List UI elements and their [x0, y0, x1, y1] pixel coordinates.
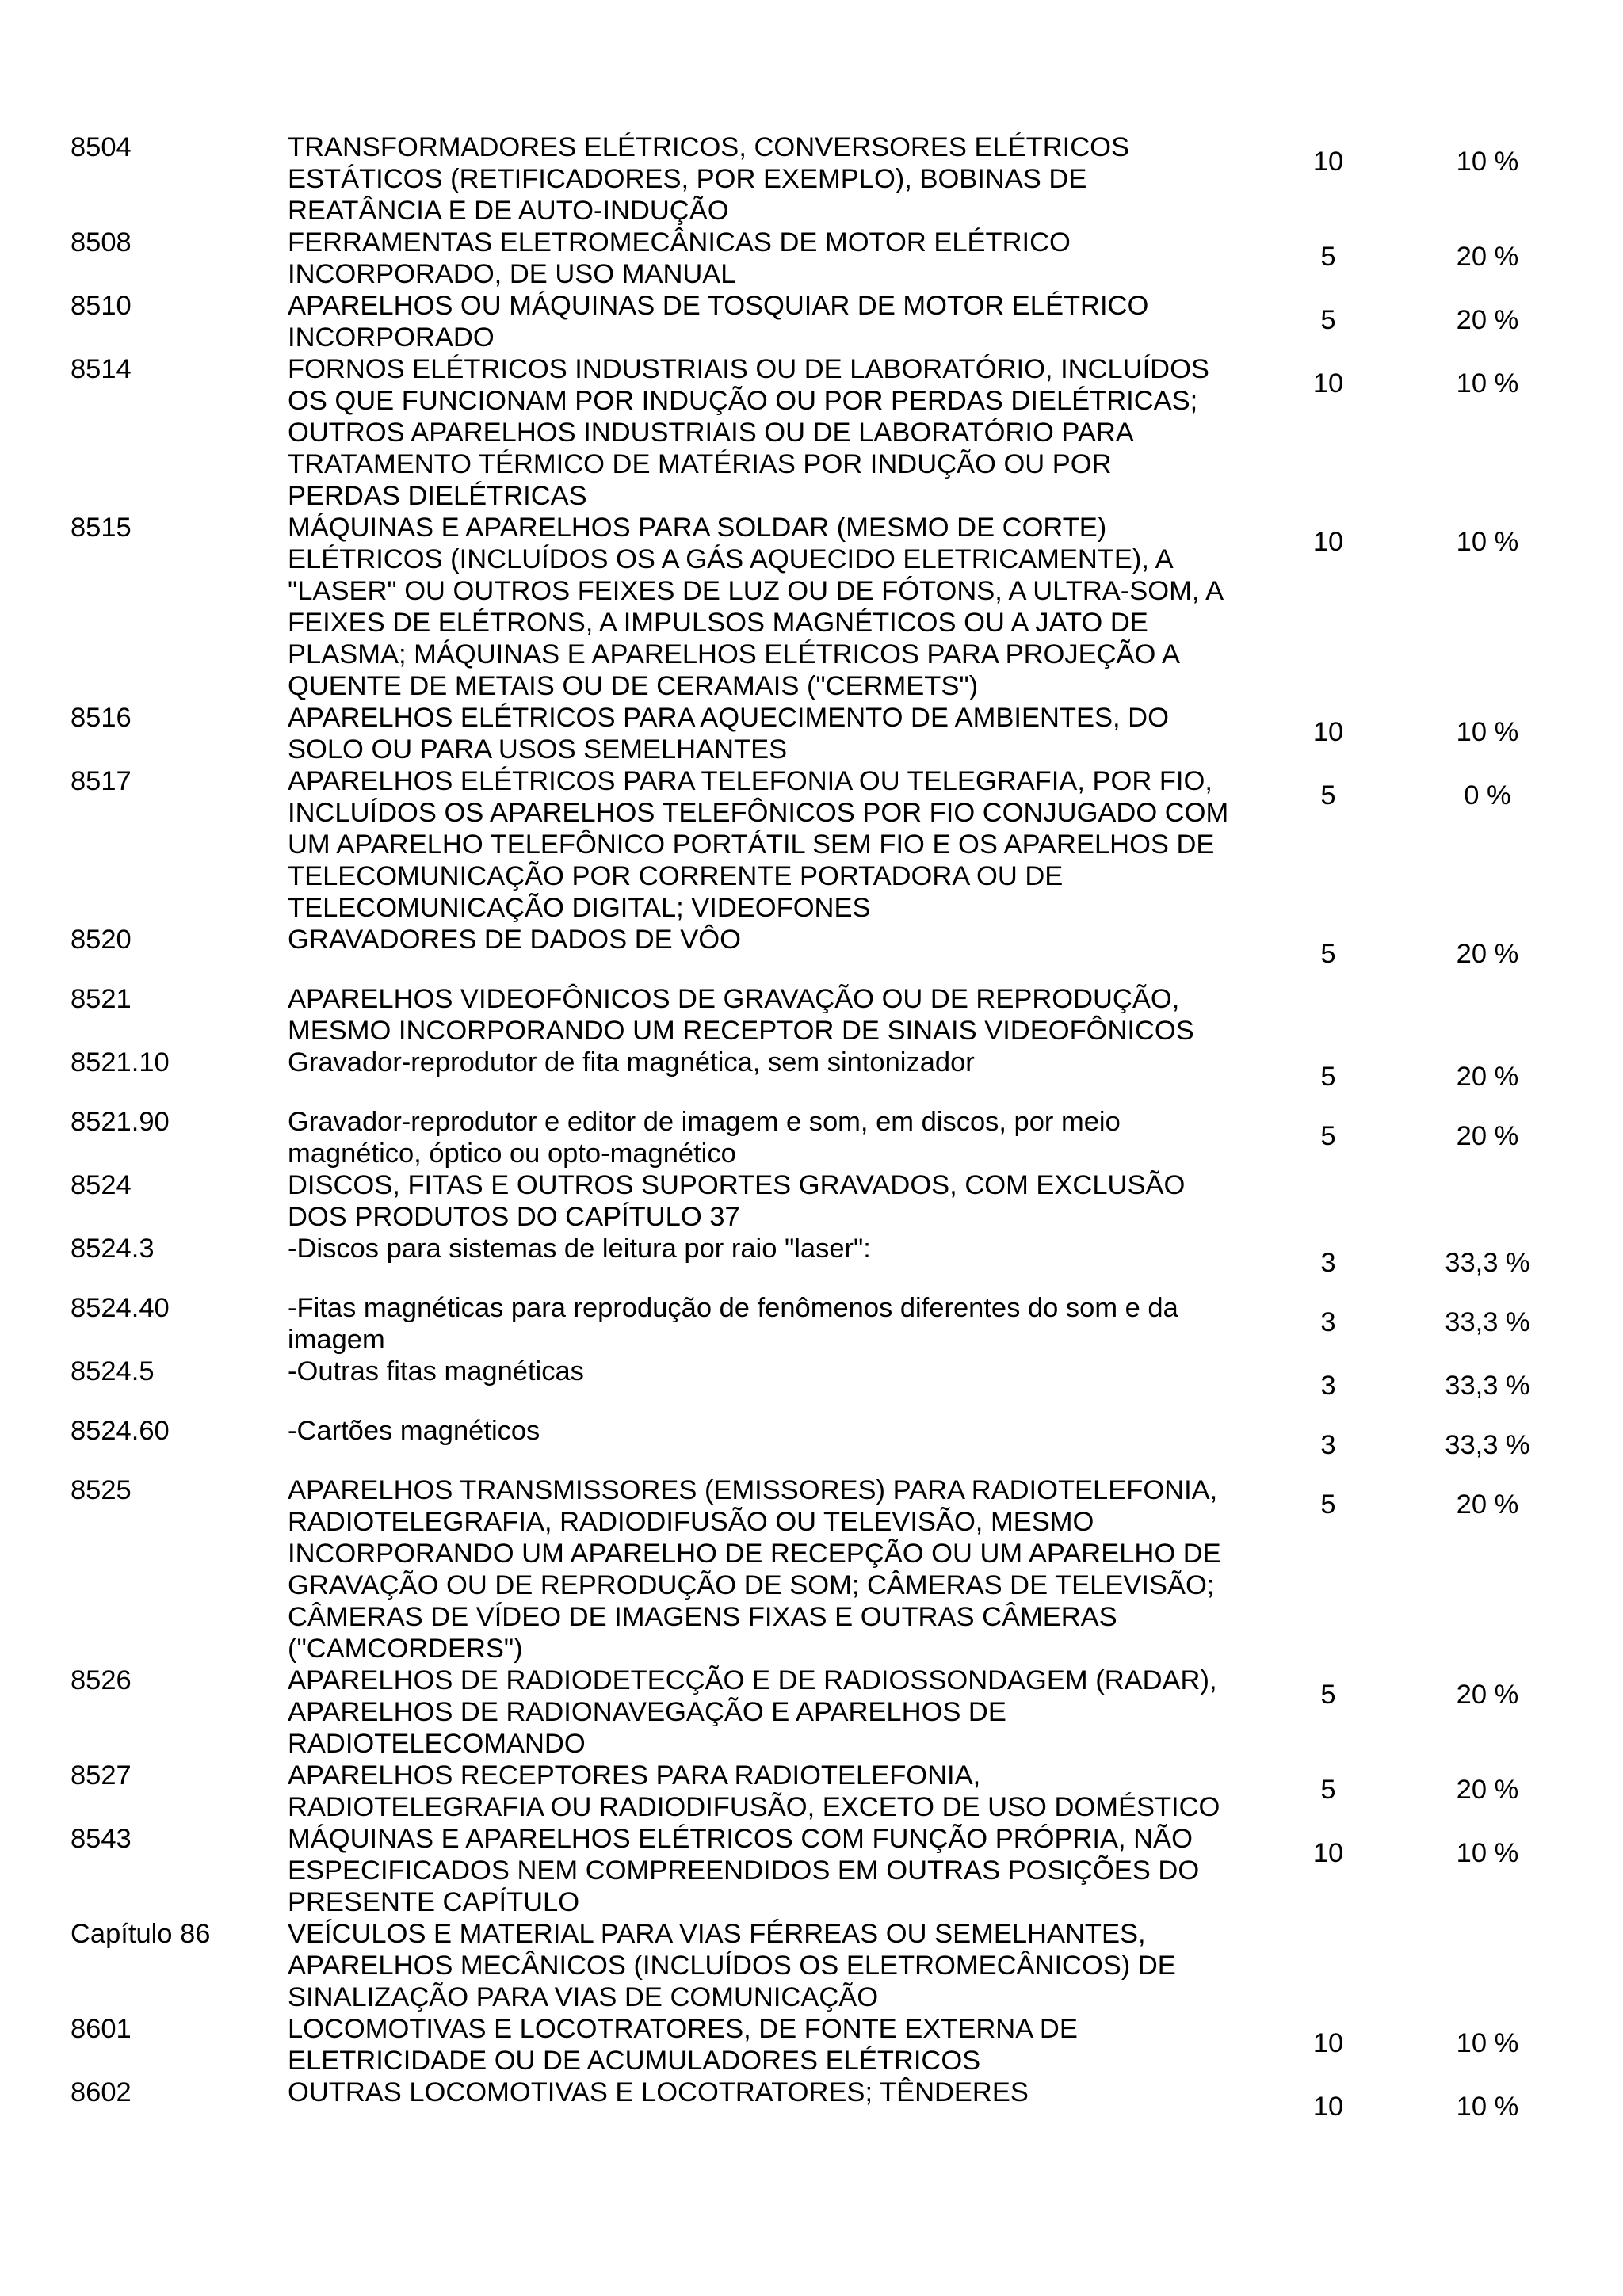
row-description [288, 765, 1247, 924]
row-code: 8524.3 [71, 1234, 155, 1264]
description-line: APARELHOS DE RADIODETECÇÃO E DE RADIOSSONDAGEM (RADAR), [288, 1665, 1217, 1695]
row-code: 8524.40 [71, 1293, 170, 1323]
row-code: 8521.90 [71, 1107, 170, 1137]
description-line: QUENTE DE METAIS OU DE CERAMAIS ("CERMETS") [288, 671, 979, 701]
description-line: INCORPORADO, DE USO MANUAL [288, 259, 736, 289]
description-line: Gravador-reprodutor de fita magnética, sem sintonizador [288, 1047, 975, 1077]
table-row [0, 1918, 1623, 2013]
row-code: 8515 [71, 513, 132, 543]
row-code: 8521.10 [71, 1047, 170, 1077]
row-description [288, 1106, 1247, 1169]
row-rate: 33,3 % [1445, 1371, 1530, 1401]
description-line: LOCOMOTIVAS E LOCOTRATORES, DE FONTE EXTERNA DE [288, 2014, 1078, 2044]
description-line: PLASMA; MÁQUINAS E APARELHOS ELÉTRICOS PARA PROJEÇÃO A [288, 639, 1181, 669]
row-years: 3 [1320, 1371, 1336, 1401]
row-description [288, 1665, 1247, 1760]
row-years: 5 [1320, 1775, 1336, 1805]
table-row [0, 2013, 1623, 2077]
row-description [288, 1760, 1247, 1823]
row-rate: 20 % [1456, 305, 1519, 335]
description-line: APARELHOS VIDEOFÔNICOS DE GRAVAÇÃO OU DE REPRODUÇÃO, [288, 984, 1180, 1014]
row-years: 10 [1312, 368, 1344, 399]
row-description [288, 132, 1247, 227]
description-line: TRATAMENTO TÉRMICO DE MATÉRIAS POR INDUÇÃO OU POR [288, 449, 1112, 479]
description-line: Gravador-reprodutor e editor de imagem e som, em discos, por meio [288, 1107, 1121, 1137]
row-rate: 20 % [1456, 242, 1519, 272]
row-rate: 20 % [1456, 1489, 1519, 1520]
row-description [288, 702, 1247, 765]
row-code: 8517 [71, 766, 132, 796]
row-rate: 20 % [1456, 1680, 1519, 1710]
description-line: OS QUE FUNCIONAM POR INDUÇÃO OU POR PERDAS DIELÉTRICAS; [288, 386, 1198, 416]
row-years: 5 [1320, 780, 1336, 810]
description-line: -Discos para sistemas de leitura por raio "laser": [288, 1234, 871, 1264]
table-row [0, 2077, 1623, 2136]
row-code: 8508 [71, 227, 132, 257]
row-years: 10 [1312, 717, 1344, 747]
row-years: 5 [1320, 1121, 1336, 1151]
row-code: 8602 [71, 2077, 132, 2107]
table-row [0, 924, 1623, 983]
row-description [288, 1047, 1247, 1078]
row-description [288, 2077, 1247, 2108]
description-line: GRAVADORES DE DADOS DE VÔO [288, 925, 741, 955]
row-years: 5 [1320, 242, 1336, 272]
description-line: RADIOTELEGRAFIA, RADIODIFUSÃO OU TELEVISÃO, MESMO [288, 1507, 1094, 1537]
description-line: SOLO OU PARA USOS SEMELHANTES [288, 734, 788, 765]
row-rate: 20 % [1456, 1775, 1519, 1805]
row-years: 10 [1312, 147, 1344, 177]
description-line: SINALIZAÇÃO PARA VIAS DE COMUNICAÇÃO [288, 1982, 879, 2012]
table-row [0, 765, 1623, 924]
description-line: RADIOTELEGRAFIA OU RADIODIFUSÃO, EXCETO DE USO DOMÉSTICO [288, 1792, 1220, 1822]
row-code: 8524.5 [71, 1356, 155, 1386]
table-row [0, 512, 1623, 702]
row-rate: 10 % [1456, 147, 1519, 177]
table-row [0, 1169, 1623, 1233]
row-rate: 10 % [1456, 1838, 1519, 1868]
row-years: 3 [1320, 1248, 1336, 1278]
row-years: 5 [1320, 1680, 1336, 1710]
table-row [0, 1415, 1623, 1474]
description-line: OUTROS APARELHOS INDUSTRIAIS OU DE LABORATÓRIO PARA [288, 418, 1134, 448]
row-rate: 20 % [1456, 1062, 1519, 1092]
row-description [288, 924, 1247, 955]
description-line: DOS PRODUTOS DO CAPÍTULO 37 [288, 1202, 740, 1232]
description-line: FORNOS ELÉTRICOS INDUSTRIAIS OU DE LABORATÓRIO, INCLUÍDOS [288, 354, 1209, 384]
row-description [288, 1823, 1247, 1918]
row-code: 8521 [71, 984, 132, 1014]
row-description [288, 512, 1247, 702]
table-row [0, 1760, 1623, 1823]
row-years: 10 [1312, 2028, 1344, 2058]
table-row [0, 1665, 1623, 1760]
row-code: 8524.60 [71, 1416, 170, 1446]
description-line: TELECOMUNICAÇÃO DIGITAL; VIDEOFONES [288, 893, 871, 923]
row-years: 3 [1320, 1307, 1336, 1337]
description-line: ELÉTRICOS (INCLUÍDOS OS A GÁS AQUECIDO ELETRICAMENTE), A [288, 544, 1174, 574]
description-line: APARELHOS MECÂNICOS (INCLUÍDOS OS ELETROMECÂNICOS) DE [288, 1951, 1176, 1981]
tariff-table [0, 132, 1623, 2136]
description-line: VEÍCULOS E MATERIAL PARA VIAS FÉRREAS OU SEMELHANTES, [288, 1919, 1146, 1949]
table-row [0, 1823, 1623, 1918]
row-years: 10 [1312, 527, 1344, 557]
row-description [288, 353, 1247, 512]
description-line: APARELHOS ELÉTRICOS PARA AQUECIMENTO DE AMBIENTES, DO [288, 703, 1169, 733]
description-line: ("CAMCORDERS") [288, 1634, 523, 1664]
description-line: FERRAMENTAS ELETROMECÂNICAS DE MOTOR ELÉTRICO [288, 227, 1071, 257]
row-description [288, 1918, 1247, 2013]
row-rate: 10 % [1456, 2092, 1519, 2122]
table-row [0, 1233, 1623, 1292]
description-line: GRAVAÇÃO OU DE REPRODUÇÃO DE SOM; CÂMERAS DE TELEVISÃO; [288, 1570, 1215, 1600]
description-line: -Cartões magnéticos [288, 1416, 540, 1446]
description-line: -Outras fitas magnéticas [288, 1356, 584, 1386]
row-rate: 10 % [1456, 717, 1519, 747]
row-description [288, 1474, 1247, 1665]
description-line: TRANSFORMADORES ELÉTRICOS, CONVERSORES ELÉTRICOS [288, 132, 1130, 162]
table-row [0, 1356, 1623, 1415]
row-code: 8543 [71, 1824, 132, 1854]
row-code: Capítulo 86 [71, 1919, 211, 1949]
description-line: APARELHOS OU MÁQUINAS DE TOSQUIAR DE MOTOR ELÉTRICO [288, 291, 1149, 321]
row-code: 8510 [71, 291, 132, 321]
row-rate: 10 % [1456, 368, 1519, 399]
table-row [0, 227, 1623, 290]
row-code: 8526 [71, 1665, 132, 1695]
row-years: 5 [1320, 1062, 1336, 1092]
description-line: RADIOTELECOMANDO [288, 1729, 586, 1759]
description-line: TELECOMUNICAÇÃO POR CORRENTE PORTADORA OU DE [288, 861, 1064, 891]
row-rate: 33,3 % [1445, 1430, 1530, 1460]
row-code: 8524 [71, 1170, 132, 1200]
description-line: APARELHOS TRANSMISSORES (EMISSORES) PARA RADIOTELEFONIA, [288, 1475, 1218, 1505]
description-line: FEIXES DE ELÉTRONS, A IMPULSOS MAGNÉTICOS OU A JATO DE [288, 608, 1148, 638]
table-row [0, 1106, 1623, 1169]
description-line: PERDAS DIELÉTRICAS [288, 481, 587, 511]
row-rate: 10 % [1456, 527, 1519, 557]
description-line: DISCOS, FITAS E OUTROS SUPORTES GRAVADOS, COM EXCLUSÃO [288, 1170, 1186, 1200]
description-line: OUTRAS LOCOMOTIVAS E LOCOTRATORES; TÊNDERES [288, 2077, 1029, 2107]
row-years: 5 [1320, 1489, 1336, 1520]
row-description [288, 1292, 1247, 1356]
description-line: imagem [288, 1325, 385, 1355]
row-description [288, 2013, 1247, 2077]
row-years: 3 [1320, 1430, 1336, 1460]
description-line: INCORPORANDO UM APARELHO DE RECEPÇÃO OU UM APARELHO DE [288, 1539, 1221, 1569]
row-description [288, 983, 1247, 1047]
table-row [0, 353, 1623, 512]
row-years: 10 [1312, 2092, 1344, 2122]
description-line: MÁQUINAS E APARELHOS PARA SOLDAR (MESMO DE CORTE) [288, 513, 1107, 543]
row-years: 5 [1320, 939, 1336, 969]
row-rate: 33,3 % [1445, 1248, 1530, 1278]
row-code: 8514 [71, 354, 132, 384]
row-description [288, 1415, 1247, 1447]
row-code: 8520 [71, 925, 132, 955]
description-line: ESPECIFICADOS NEM COMPREENDIDOS EM OUTRAS POSIÇÕES DO [288, 1855, 1200, 1886]
row-code: 8504 [71, 132, 132, 162]
row-description [288, 1356, 1247, 1387]
description-line: REATÂNCIA E DE AUTO-INDUÇÃO [288, 196, 729, 226]
row-years: 5 [1320, 305, 1336, 335]
table-row [0, 702, 1623, 765]
description-line: APARELHOS RECEPTORES PARA RADIOTELEFONIA, [288, 1760, 981, 1791]
description-line: INCLUÍDOS OS APARELHOS TELEFÔNICOS POR FIO CONJUGADO COM [288, 798, 1229, 828]
row-description [288, 1169, 1247, 1233]
table-row [0, 1474, 1623, 1665]
row-description [288, 1233, 1247, 1264]
table-row [0, 1292, 1623, 1356]
description-line: UM APARELHO TELEFÔNICO PORTÁTIL SEM FIO E OS APARELHOS DE [288, 830, 1215, 860]
description-line: ELETRICIDADE OU DE ACUMULADORES ELÉTRICOS [288, 2046, 981, 2076]
table-row [0, 290, 1623, 353]
row-years: 10 [1312, 1838, 1344, 1868]
description-line: APARELHOS DE RADIONAVEGAÇÃO E APARELHOS DE [288, 1697, 1006, 1727]
row-rate: 20 % [1456, 939, 1519, 969]
description-line: INCORPORADO [288, 322, 495, 353]
description-line: magnético, óptico ou opto-magnético [288, 1138, 736, 1169]
description-line: MÁQUINAS E APARELHOS ELÉTRICOS COM FUNÇÃO PRÓPRIA, NÃO [288, 1824, 1193, 1854]
row-code: 8516 [71, 703, 132, 733]
description-line: MESMO INCORPORANDO UM RECEPTOR DE SINAIS VIDEOFÔNICOS [288, 1016, 1194, 1046]
description-line: "LASER" OU OUTROS FEIXES DE LUZ OU DE FÓTONS, A ULTRA-SOM, A [288, 576, 1224, 606]
description-line: CÂMERAS DE VÍDEO DE IMAGENS FIXAS E OUTRAS CÂMERAS [288, 1602, 1117, 1632]
row-code: 8601 [71, 2014, 132, 2044]
row-description [288, 290, 1247, 353]
row-description [288, 227, 1247, 290]
row-rate: 33,3 % [1445, 1307, 1530, 1337]
row-code: 8525 [71, 1475, 132, 1505]
description-line: ESTÁTICOS (RETIFICADORES, POR EXEMPLO), BOBINAS DE [288, 164, 1087, 194]
row-rate: 0 % [1464, 780, 1511, 810]
row-rate: 20 % [1456, 1121, 1519, 1151]
table-row [0, 1047, 1623, 1106]
description-line: PRESENTE CAPÍTULO [288, 1887, 580, 1917]
description-line: -Fitas magnéticas para reprodução de fenômenos diferentes do som e da [288, 1293, 1178, 1323]
table-row [0, 132, 1623, 227]
row-code: 8527 [71, 1760, 132, 1791]
table-row [0, 983, 1623, 1047]
row-rate: 10 % [1456, 2028, 1519, 2058]
description-line: APARELHOS ELÉTRICOS PARA TELEFONIA OU TELEGRAFIA, POR FIO, [288, 766, 1212, 796]
